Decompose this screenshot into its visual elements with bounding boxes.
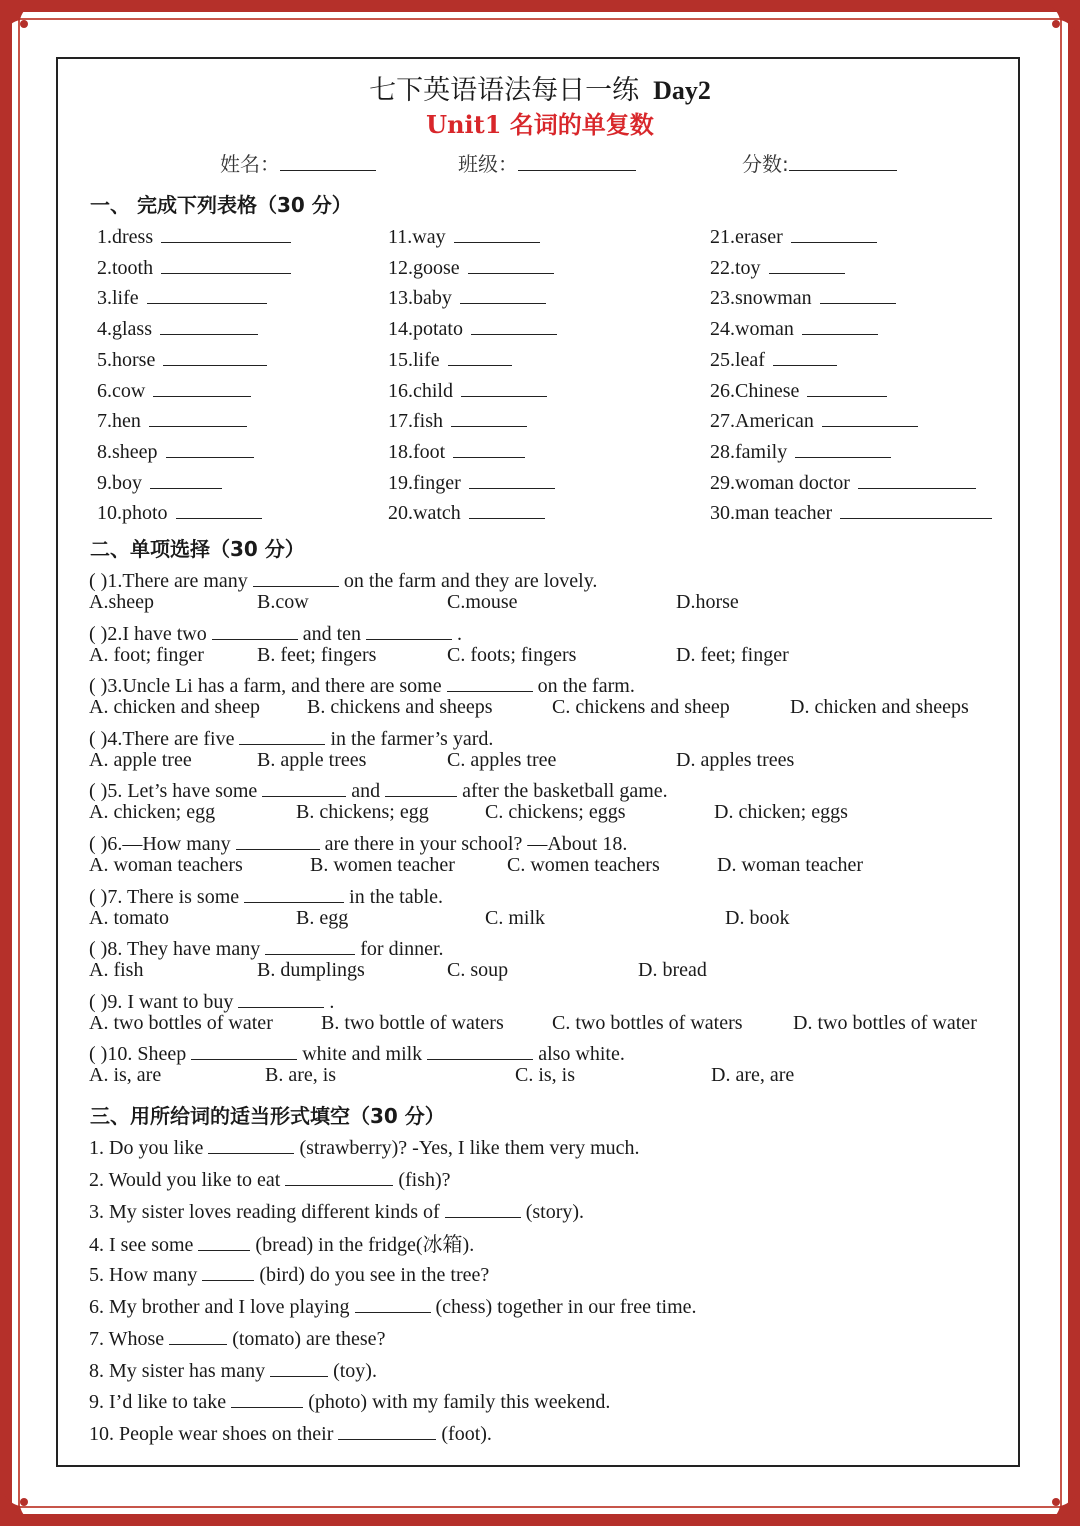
answer-option[interactable]: D. apples trees [676, 748, 795, 771]
answer-blank[interactable] [231, 1387, 303, 1408]
word-item [710, 253, 845, 280]
word-item [710, 468, 976, 495]
word-text: 15.life [388, 348, 440, 371]
name-field[interactable] [220, 148, 376, 177]
word-text: 10.photo [97, 502, 168, 525]
word-item [388, 376, 547, 403]
answer-blank[interactable] [773, 345, 837, 366]
word-text: 6.cow [97, 379, 146, 402]
question-stem [89, 776, 668, 803]
fill-item [89, 1260, 489, 1287]
word-item [388, 468, 555, 495]
fill-text: 5. How many [89, 1264, 198, 1287]
answer-blank[interactable] [238, 987, 324, 1008]
answer-option[interactable]: C. is, is [515, 1064, 576, 1087]
word-text: 26.Chinese [710, 379, 800, 402]
answer-option[interactable]: A. two bottles of water [89, 1011, 273, 1034]
class-label: 班级： [458, 152, 518, 176]
answer-option[interactable]: A. apple tree [89, 748, 192, 771]
question-text: ( )9. I want to buy [89, 990, 234, 1013]
question-stem [89, 724, 493, 751]
fill-item [89, 1228, 474, 1257]
answer-blank[interactable] [453, 437, 525, 458]
answer-option[interactable]: B. chickens; egg [296, 801, 429, 824]
answer-blank[interactable] [270, 1356, 328, 1377]
answer-blank[interactable] [427, 1039, 533, 1060]
answer-blank[interactable] [454, 222, 540, 243]
question-stem [89, 1039, 625, 1066]
question-text: ( )5. Let’s have some [89, 780, 258, 803]
fill-text: 4. I see some [89, 1234, 194, 1257]
word-item [97, 498, 262, 525]
word-text: 23.snowman [710, 287, 812, 310]
answer-blank[interactable] [471, 314, 557, 335]
fill-text: 3. My sister loves reading different kinds of [89, 1200, 440, 1223]
fill-hint: (toy). [333, 1359, 377, 1382]
question-text: ( )2.I have two [89, 622, 207, 645]
fill-hint: (bread) in the fridge(冰箱). [255, 1234, 475, 1257]
answer-option[interactable]: C. foots; fingers [447, 643, 577, 666]
answer-option[interactable]: D. two bottles of water [793, 1011, 977, 1034]
word-text: 21.eraser [710, 226, 783, 248]
answer-blank[interactable] [191, 1039, 297, 1060]
word-text: 8.sheep [97, 440, 158, 463]
question-stem [89, 566, 597, 593]
answer-blank[interactable] [176, 498, 262, 519]
answer-option[interactable]: B. apple trees [257, 748, 367, 771]
fill-item [89, 1387, 610, 1414]
fill-text: 7. Whose [89, 1327, 165, 1350]
word-item [388, 222, 540, 249]
word-item [97, 406, 247, 433]
word-item [388, 314, 557, 341]
word-text: 9.boy [97, 471, 142, 494]
question-text-cont: on the farm and they are lovely. [343, 570, 598, 592]
question-stem [89, 671, 635, 698]
answer-option[interactable]: C. two bottles of waters [552, 1011, 743, 1034]
answer-blank[interactable] [769, 253, 845, 274]
word-text: 24.woman [710, 318, 794, 341]
score-blank[interactable] [789, 150, 897, 171]
question-text: ( )1.There are many [89, 570, 248, 592]
answer-blank[interactable] [445, 1197, 521, 1218]
answer-option[interactable]: A. tomato [89, 906, 169, 929]
corner-ornament-icon [1038, 1484, 1078, 1524]
answer-blank[interactable] [791, 222, 877, 243]
answer-option[interactable]: D. are, are [711, 1064, 795, 1087]
question-text-end: after the basketball game. [462, 780, 668, 803]
answer-option[interactable]: A.sheep [89, 591, 154, 613]
answer-blank[interactable] [469, 468, 555, 489]
word-item [97, 437, 254, 464]
question-text: ( )7. There is some [89, 885, 240, 908]
section3-heading: 三、用所给词的适当形式填空（30 分） [90, 1104, 445, 1128]
answer-blank[interactable] [366, 619, 452, 640]
section2-heading: 二、单项选择（30 分） [90, 537, 305, 561]
word-text: 4.glass [97, 318, 152, 341]
question-text: ( )10. Sheep [89, 1043, 187, 1066]
corner-ornament-icon [2, 2, 42, 42]
answer-option[interactable]: D. book [725, 906, 790, 929]
word-text: 18.foot [388, 440, 446, 463]
answer-option[interactable]: A. chicken; egg [89, 801, 216, 824]
class-field[interactable] [458, 148, 636, 177]
word-item [97, 468, 222, 495]
fill-hint: (foot). [441, 1423, 492, 1446]
answer-option[interactable]: D. bread [638, 959, 707, 982]
word-item [388, 253, 554, 280]
score-field[interactable] [742, 148, 897, 177]
answer-blank[interactable] [161, 222, 291, 243]
page-subtitle: Unit1 名词的单复数 [426, 110, 654, 139]
word-text: 25.leaf [710, 348, 765, 371]
question-text: ( )3.Uncle Li has a farm, and there are some [89, 675, 442, 698]
answer-option[interactable]: C. women teachers [507, 854, 660, 876]
answer-blank[interactable] [166, 437, 254, 458]
answer-blank[interactable] [161, 253, 291, 274]
fill-text: 2. Would you like to eat [89, 1168, 281, 1191]
question-text: ( )8. They have many [89, 938, 261, 961]
word-text: 22.toy [710, 256, 761, 279]
word-item [710, 283, 896, 310]
question-text-cont: white and milk [302, 1043, 423, 1066]
word-text: 13.baby [388, 287, 452, 310]
answer-blank[interactable] [795, 437, 891, 458]
question-text-cont: on the farm. [537, 675, 635, 698]
answer-blank[interactable] [208, 1133, 294, 1154]
word-item [388, 345, 512, 372]
answer-blank[interactable] [169, 1324, 227, 1345]
question-text-cont: in the table. [349, 885, 444, 908]
answer-option[interactable]: B. chickens and sheeps [307, 696, 493, 719]
fill-item [89, 1133, 640, 1160]
answer-blank[interactable] [385, 776, 457, 797]
word-text: 19.finger [388, 471, 461, 494]
answer-blank[interactable] [448, 345, 512, 366]
answer-option[interactable]: A. woman teachers [89, 854, 243, 876]
fill-hint: (strawberry)? -Yes, I like them very much. [299, 1137, 640, 1159]
corner-ornament-icon [2, 1484, 42, 1524]
question-text-cont: for dinner. [360, 938, 444, 961]
question-text-cont: are there in your school? —About 18. [324, 833, 628, 855]
answer-blank[interactable] [461, 376, 547, 397]
question-text-end: also white. [538, 1043, 625, 1066]
answer-option[interactable]: A. foot; finger [89, 643, 204, 666]
answer-blank[interactable] [147, 283, 267, 304]
question-text: ( )4.There are five [89, 727, 235, 750]
question-stem [89, 934, 444, 961]
question-stem [89, 619, 462, 646]
answer-option[interactable]: A. is, are [89, 1064, 162, 1087]
answer-blank[interactable] [355, 1292, 431, 1313]
fill-hint: (fish)? [398, 1168, 451, 1191]
answer-blank[interactable] [160, 314, 258, 335]
word-item [710, 498, 992, 525]
answer-option[interactable]: C. chickens; eggs [485, 801, 626, 824]
fill-hint: (photo) with my family this weekend. [308, 1391, 611, 1414]
answer-blank[interactable] [253, 566, 339, 587]
question-stem [89, 829, 627, 856]
fill-text: 8. My sister has many [89, 1359, 266, 1382]
answer-option[interactable]: C. chickens and sheep [552, 696, 730, 719]
word-text: 16.child [388, 379, 453, 402]
answer-blank[interactable] [265, 934, 355, 955]
question-text: ( )6.—How many [89, 833, 231, 855]
word-text: 2.tooth [97, 256, 154, 279]
question-text-end: . [457, 622, 463, 645]
answer-option[interactable]: B. dumplings [257, 959, 365, 982]
fill-hint: (chess) together in our free time. [435, 1296, 697, 1318]
answer-blank[interactable] [150, 468, 222, 489]
answer-option[interactable]: C. soup [447, 959, 509, 982]
fill-item [89, 1356, 377, 1383]
word-text: 20.watch [388, 502, 461, 525]
word-item [710, 345, 837, 372]
fill-text: 9. I’d like to take [89, 1391, 227, 1414]
answer-blank[interactable] [198, 1230, 250, 1251]
answer-blank[interactable] [451, 406, 527, 427]
word-item [97, 345, 267, 372]
answer-blank[interactable] [820, 283, 896, 304]
title-day: Day2 [653, 76, 711, 105]
name-blank[interactable] [280, 150, 376, 171]
answer-option[interactable]: C. milk [485, 906, 546, 929]
question-text-cont: and [351, 780, 381, 803]
answer-blank[interactable] [212, 619, 298, 640]
answer-blank[interactable] [460, 283, 546, 304]
word-item [97, 376, 251, 403]
answer-option[interactable]: B.cow [257, 591, 309, 613]
answer-blank[interactable] [840, 498, 992, 519]
answer-option[interactable]: D. woman teacher [717, 854, 864, 876]
fill-hint: (tomato) are these? [232, 1327, 386, 1350]
title-text: 七下英语语法每日一练 [369, 75, 640, 106]
answer-option[interactable]: B. are, is [265, 1064, 337, 1087]
question-text-cont: and ten [302, 622, 362, 645]
word-item [710, 314, 878, 341]
answer-blank[interactable] [163, 345, 267, 366]
answer-blank[interactable] [822, 406, 918, 427]
answer-blank[interactable] [202, 1260, 254, 1281]
question-stem [89, 882, 443, 909]
answer-blank[interactable] [858, 468, 976, 489]
fill-item [89, 1419, 492, 1446]
answer-blank[interactable] [468, 253, 554, 274]
word-item [97, 283, 267, 310]
fill-text: 1. Do you like [89, 1137, 204, 1159]
fill-item [89, 1197, 584, 1224]
word-item [710, 406, 918, 433]
fill-item [89, 1292, 697, 1319]
answer-blank[interactable] [239, 724, 325, 745]
answer-blank[interactable] [153, 376, 251, 397]
answer-option[interactable]: D. chicken; eggs [714, 801, 848, 824]
answer-option[interactable]: B. two bottle of waters [321, 1011, 504, 1034]
score-label: 分数: [742, 152, 789, 176]
word-text: 3.life [97, 287, 139, 310]
answer-blank[interactable] [285, 1165, 393, 1186]
word-text: 7.hen [97, 410, 141, 433]
answer-option[interactable]: C.mouse [447, 591, 518, 613]
word-text: 11.way [388, 226, 446, 248]
question-text-cont: in the farmer’s yard. [330, 727, 494, 750]
name-label: 姓名： [220, 152, 280, 176]
word-text: 5.horse [97, 348, 156, 371]
page-title [0, 68, 1080, 107]
fill-hint: (story). [525, 1200, 585, 1223]
word-item [388, 406, 527, 433]
word-item [388, 498, 545, 525]
word-item [388, 283, 546, 310]
answer-blank[interactable] [149, 406, 247, 427]
answer-blank[interactable] [447, 671, 533, 692]
fill-item [89, 1165, 451, 1192]
question-text-cont: . [329, 990, 335, 1013]
answer-option[interactable]: A. chicken and sheep [89, 696, 261, 719]
word-item [710, 222, 877, 249]
word-item [710, 437, 891, 464]
answer-option[interactable]: B. women teacher [310, 854, 455, 876]
word-text: 30.man teacher [710, 502, 833, 525]
word-text: 17.fish [388, 410, 443, 433]
answer-option[interactable]: C. apples tree [447, 748, 557, 771]
fill-item [89, 1324, 385, 1351]
fill-text: 6. My brother and I love playing [89, 1296, 350, 1318]
fill-hint: (bird) do you see in the tree? [259, 1264, 490, 1287]
answer-option[interactable]: B. feet; fingers [257, 643, 377, 666]
word-text: 1.dress [97, 226, 154, 248]
word-text: 29.woman doctor [710, 471, 850, 494]
answer-option[interactable]: D.horse [676, 591, 739, 613]
word-item [388, 437, 525, 464]
fill-text: 10. People wear shoes on their [89, 1423, 334, 1446]
question-stem [89, 987, 334, 1014]
answer-option[interactable]: D. feet; finger [676, 643, 789, 666]
word-item [97, 253, 291, 280]
word-item [97, 222, 291, 249]
answer-blank[interactable] [338, 1419, 436, 1440]
class-blank[interactable] [518, 150, 636, 171]
answer-blank[interactable] [807, 376, 887, 397]
answer-blank[interactable] [469, 498, 545, 519]
answer-blank[interactable] [244, 882, 344, 903]
section1-heading: 一、 完成下列表格（30 分） [90, 193, 352, 217]
answer-option[interactable]: A. fish [89, 959, 144, 982]
word-text: 27.American [710, 410, 814, 433]
word-text: 28.family [710, 440, 788, 463]
answer-option[interactable]: D. chicken and sheeps [790, 696, 969, 719]
answer-blank[interactable] [236, 829, 320, 850]
word-item [97, 314, 258, 341]
word-item [710, 376, 887, 403]
word-text: 12.goose [388, 256, 460, 279]
corner-ornament-icon [1038, 2, 1078, 42]
answer-blank[interactable] [262, 776, 346, 797]
word-text: 14.potato [388, 318, 463, 341]
answer-blank[interactable] [802, 314, 878, 335]
answer-option[interactable]: B. egg [296, 906, 349, 929]
